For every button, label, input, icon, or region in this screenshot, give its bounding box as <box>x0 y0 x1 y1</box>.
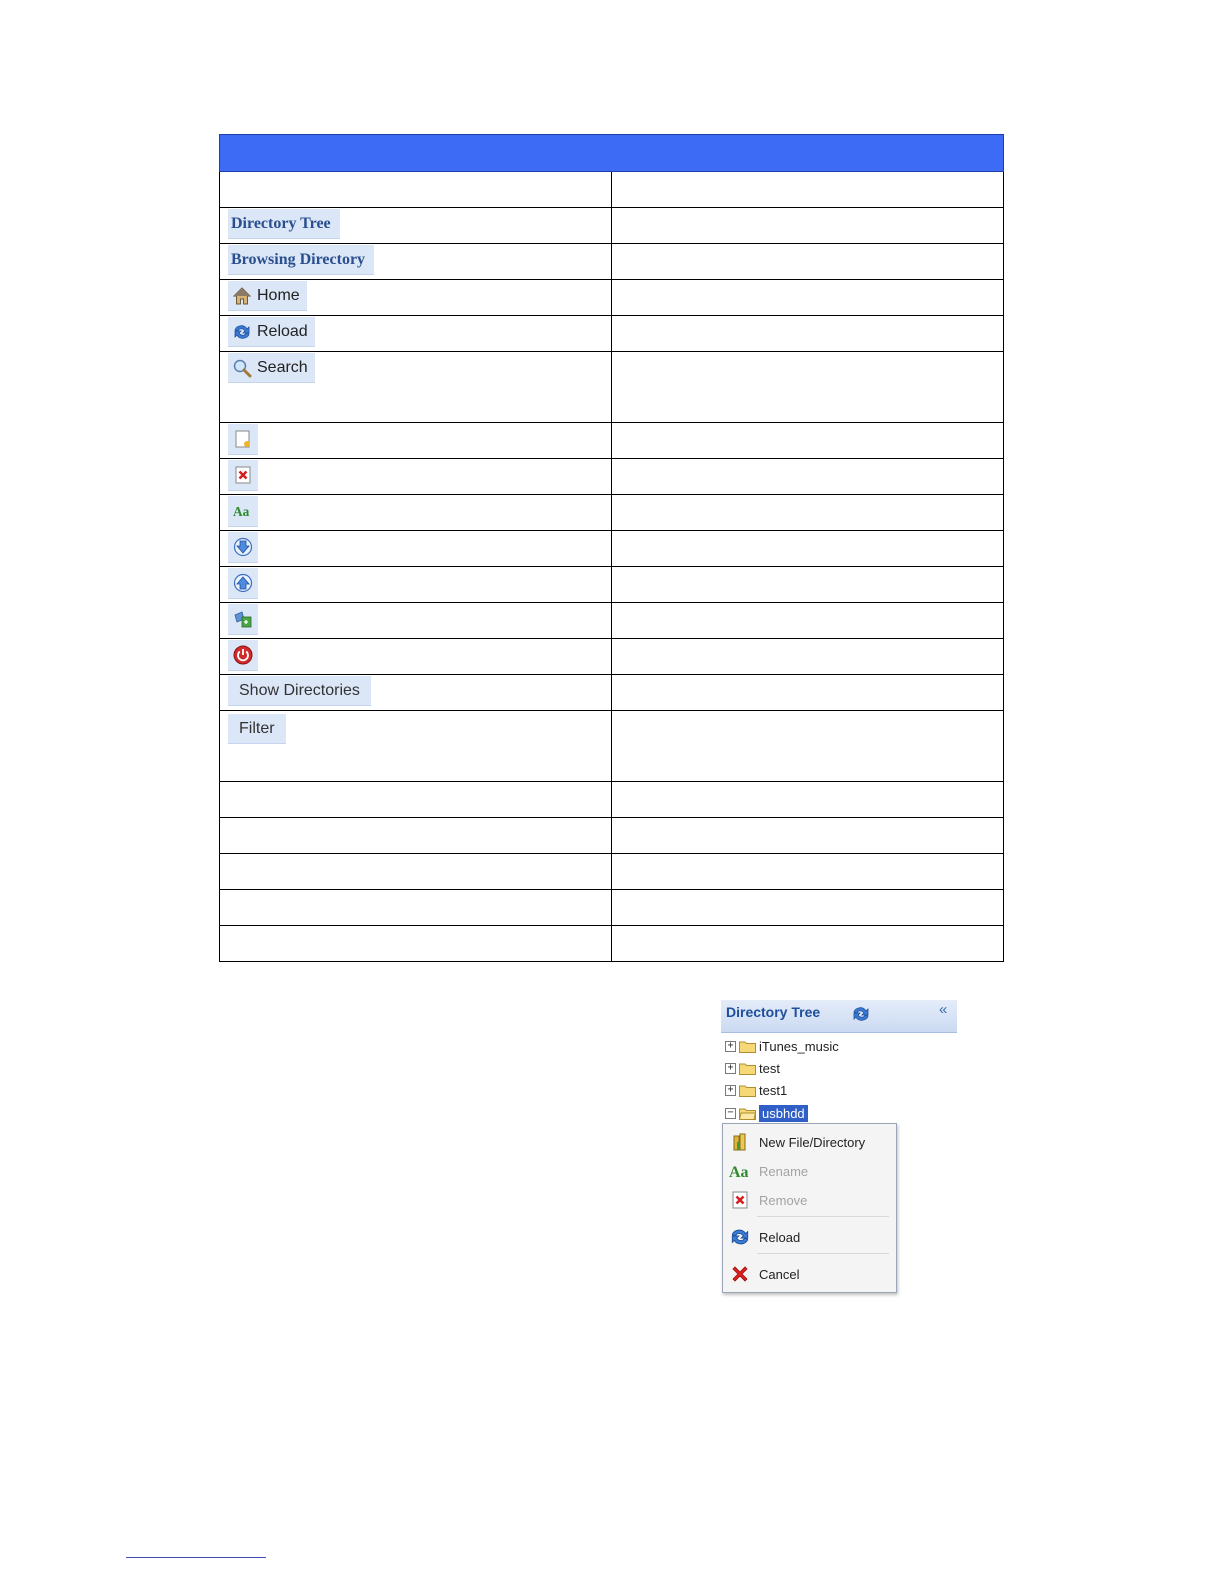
folder-label[interactable]: test <box>759 1060 780 1076</box>
home-icon <box>232 286 252 306</box>
table-row <box>220 280 1004 316</box>
filter-button[interactable]: Filter <box>228 714 286 744</box>
share-icon <box>233 609 253 629</box>
table-row <box>220 603 1004 639</box>
search-button[interactable] <box>228 353 315 383</box>
collapse-panel-icon[interactable]: « <box>939 1001 948 1018</box>
open-folder-icon <box>739 1107 756 1120</box>
table-row <box>220 531 1004 567</box>
remove-icon <box>729 1189 751 1211</box>
folder-icon <box>739 1084 756 1097</box>
table-row <box>220 711 1004 782</box>
tree-node[interactable] <box>725 1103 808 1123</box>
menu-item-reload[interactable] <box>723 1224 896 1250</box>
menu-separator <box>757 1253 889 1254</box>
logout-button[interactable] <box>228 640 258 671</box>
menu-item-label: Cancel <box>759 1266 800 1282</box>
home-button-label: Home <box>257 286 300 304</box>
search-icon <box>232 358 252 378</box>
table-row <box>220 567 1004 603</box>
table-row <box>220 890 1004 926</box>
table-row <box>220 172 1004 208</box>
menu-item-cancel[interactable] <box>723 1261 896 1287</box>
folder-icon <box>739 1062 756 1075</box>
tree-node[interactable] <box>725 1058 780 1078</box>
new-file-directory-icon <box>729 1131 751 1153</box>
reload-icon <box>232 322 252 342</box>
folder-icon <box>739 1040 756 1053</box>
logout-icon <box>233 645 253 665</box>
directory-tree-panel <box>721 1000 957 1294</box>
home-button[interactable] <box>228 281 307 311</box>
directory-tree-label: Directory Tree <box>228 209 340 239</box>
tree-node[interactable] <box>725 1036 839 1056</box>
footer-rule <box>126 1557 266 1558</box>
rename-icon <box>729 1160 751 1182</box>
menu-item-label: Rename <box>759 1163 809 1179</box>
browsing-directory-label: Browsing Directory <box>228 245 374 275</box>
share-button[interactable] <box>228 604 258 635</box>
table-row <box>220 459 1004 495</box>
new-file-button[interactable] <box>228 424 258 455</box>
expand-toggle-icon[interactable]: + <box>725 1085 736 1096</box>
table-header-row <box>220 135 1004 172</box>
show-directories-button[interactable]: Show Directories <box>228 676 371 706</box>
upload-icon <box>233 573 253 593</box>
search-button-label: Search <box>257 358 308 376</box>
cancel-icon <box>729 1263 751 1285</box>
table-row <box>220 423 1004 459</box>
expand-toggle-icon[interactable]: + <box>725 1063 736 1074</box>
table-row <box>220 926 1004 962</box>
table-row <box>220 244 1004 280</box>
table-row <box>220 854 1004 890</box>
menu-item-remove[interactable] <box>723 1187 896 1213</box>
menu-item-rename[interactable] <box>723 1158 896 1184</box>
table-row <box>220 782 1004 818</box>
svg-text:Aa: Aa <box>233 504 250 519</box>
reference-table <box>219 134 1004 962</box>
directory-tree-header <box>721 1000 957 1033</box>
menu-item-label: Remove <box>759 1192 808 1208</box>
table-row <box>220 352 1004 423</box>
remove-button[interactable] <box>228 460 258 491</box>
folder-label[interactable]: test1 <box>759 1082 788 1098</box>
reload-button[interactable] <box>228 317 315 347</box>
table-row <box>220 675 1004 711</box>
svg-text:Aa: Aa <box>729 1164 749 1181</box>
rename-button[interactable] <box>228 496 258 527</box>
reload-icon <box>729 1226 751 1248</box>
download-button[interactable] <box>228 532 258 563</box>
menu-item-label: New File/Directory <box>759 1134 866 1150</box>
context-menu <box>722 1123 897 1293</box>
table-row <box>220 639 1004 675</box>
reload-icon[interactable] <box>851 1004 871 1024</box>
tree-node[interactable] <box>725 1080 787 1100</box>
upload-button[interactable] <box>228 568 258 599</box>
remove-icon <box>233 465 253 485</box>
table-row <box>220 316 1004 352</box>
expand-toggle-icon[interactable]: + <box>725 1041 736 1052</box>
table-row <box>220 208 1004 244</box>
table-row <box>220 818 1004 854</box>
directory-tree-title: Directory Tree <box>726 1004 821 1020</box>
reload-button-label: Reload <box>257 322 308 340</box>
new-file-icon <box>233 429 253 449</box>
menu-item-new-file-directory[interactable] <box>723 1129 896 1155</box>
table-row <box>220 495 1004 531</box>
collapse-toggle-icon[interactable]: − <box>725 1108 736 1119</box>
folder-label[interactable]: iTunes_music <box>759 1038 839 1054</box>
download-icon <box>233 537 253 557</box>
menu-separator <box>757 1216 889 1217</box>
menu-item-label: Reload <box>759 1229 801 1245</box>
rename-icon <box>233 501 253 521</box>
folder-label[interactable]: usbhdd <box>759 1105 808 1122</box>
